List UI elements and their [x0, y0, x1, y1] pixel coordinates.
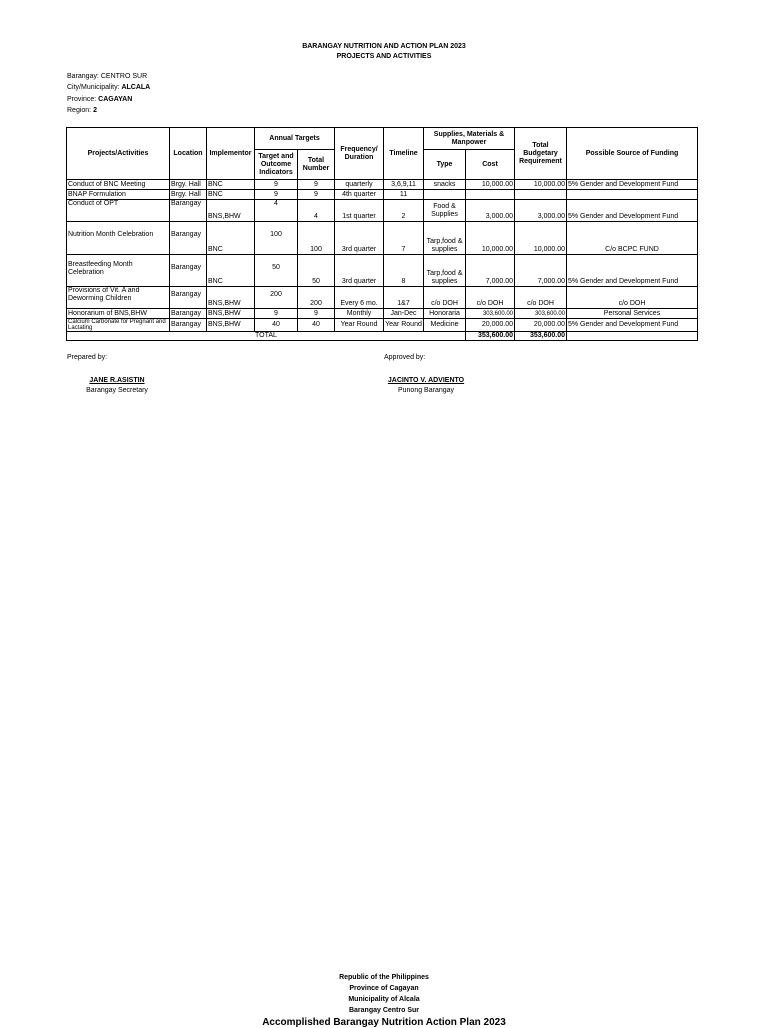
cell-cost: 303,600.00: [466, 309, 515, 319]
barangay-info: [67, 72, 147, 81]
cell-cost: 10,000.00: [466, 222, 515, 255]
cell-frequency: 3rd quarter: [335, 255, 384, 287]
cell-budget: 10,000.00: [515, 180, 567, 190]
cell-location: Brgy. Hall: [170, 190, 207, 200]
cell-target: 50: [255, 255, 298, 287]
cell-target: 9: [255, 309, 298, 319]
cell-timeline: 11: [384, 190, 424, 200]
cell-budget: 3,000.00: [515, 200, 567, 222]
table-row: [67, 180, 698, 190]
footer-province: Province of Cagayan: [349, 985, 419, 992]
prepared-by-label: Prepared by:: [67, 354, 108, 361]
cell-implementor: BNS,BHW: [207, 319, 255, 332]
approved-by-label: Approved by:: [384, 354, 426, 361]
cell-frequency: quarterly: [335, 180, 384, 190]
header-implementor: Implementor: [207, 128, 255, 180]
cell-type: Tarp,food & supplies: [424, 255, 466, 287]
table-row: [67, 287, 698, 309]
city-info: [67, 83, 150, 92]
cell-funding: C/o BCPC FUND: [567, 222, 698, 255]
cell-project: Honorarium of BNS,BHW: [67, 309, 170, 319]
document-subtitle: PROJECTS AND ACTIVITIES: [336, 53, 432, 60]
header-type: Type: [424, 150, 466, 180]
cell-type: c/o DOH: [424, 287, 466, 309]
header-projects: Projects/Activities: [67, 128, 170, 180]
cell-target: 4: [255, 200, 298, 222]
table-row: [67, 200, 698, 222]
cell-frequency: Every 6 mo.: [335, 287, 384, 309]
table-row: [67, 319, 698, 332]
header-target-indicators: Target and Outcome Indicators: [255, 150, 298, 180]
cell-implementor: BNC: [207, 190, 255, 200]
cell-target: 40: [255, 319, 298, 332]
cell-implementor: BNS,BHW: [207, 309, 255, 319]
approved-by-title: Punong Barangay: [397, 387, 455, 394]
cell-funding: c/o DOH: [567, 287, 698, 309]
total-label: TOTAL: [67, 332, 466, 341]
cell-implementor: BNC: [207, 222, 255, 255]
cell-frequency: Monthly: [335, 309, 384, 319]
cell-total: 9: [298, 180, 335, 190]
table-row: [67, 309, 698, 319]
city-value: ALCALA: [121, 84, 151, 91]
cell-cost: 3,000.00: [466, 200, 515, 222]
table-row: [67, 222, 698, 255]
cell-type: Tarp,food & supplies: [424, 222, 466, 255]
total-budget: 353,600.00: [515, 332, 567, 341]
cell-total: 100: [298, 222, 335, 255]
cell-project: Breastfeeding Month Celebration: [67, 255, 170, 287]
header-budget: Total Budgetary Requirement: [515, 128, 567, 180]
cell-project: Nutrition Month Celebration: [67, 222, 170, 255]
cell-location: Barangay: [170, 309, 207, 319]
approved-by-name: JACINTO V. ADVIENTO: [387, 377, 465, 384]
cell-cost: 7,000.00: [466, 255, 515, 287]
total-cost: 353,600.00: [466, 332, 515, 341]
total-row: [67, 332, 698, 341]
cell-frequency: 1st quarter: [335, 200, 384, 222]
header-annual-targets: Annual Targets: [255, 128, 335, 150]
cell-budget: 10,000.00: [515, 222, 567, 255]
cell-total: 40: [298, 319, 335, 332]
cell-location: Barangay: [170, 319, 207, 332]
total-funding-empty: [567, 332, 698, 341]
cell-timeline: Jan-Dec: [384, 309, 424, 319]
header-frequency: Frequency/ Duration: [335, 128, 384, 180]
cell-budget: 7,000.00: [515, 255, 567, 287]
cell-timeline: 2: [384, 200, 424, 222]
cell-total: 50: [298, 255, 335, 287]
cell-project: Provisions of Vit. A and Deworming Children: [67, 287, 170, 309]
footer-barangay: Barangay Centro Sur: [348, 1007, 420, 1014]
region-value: 2: [93, 107, 97, 114]
cell-total: 4: [298, 200, 335, 222]
cell-type: Medicine: [424, 319, 466, 332]
cell-funding: [567, 190, 698, 200]
header-location: Location: [170, 128, 207, 180]
cell-type: Honoraria: [424, 309, 466, 319]
cell-timeline: 7: [384, 222, 424, 255]
cell-location: Barangay: [170, 287, 207, 309]
cell-budget: [515, 190, 567, 200]
cell-timeline: 1&7: [384, 287, 424, 309]
cell-funding: Personal Services: [567, 309, 698, 319]
cell-location: Barangay: [170, 200, 207, 222]
footer-municipality: Municipality of Alcala: [348, 996, 420, 1003]
cell-budget: c/o DOH: [515, 287, 567, 309]
cell-funding: 5% Gender and Development Fund: [567, 255, 698, 287]
cell-funding: 5% Gender and Development Fund: [567, 200, 698, 222]
cell-project: Calcium Carbonate for Pregnant and Lactating: [67, 319, 170, 332]
cell-implementor: BNC: [207, 180, 255, 190]
cell-location: Barangay: [170, 222, 207, 255]
cell-project: Conduct of BNC Meeting: [67, 180, 170, 190]
cell-target: 9: [255, 190, 298, 200]
cell-target: 100: [255, 222, 298, 255]
cell-frequency: 4th quarter: [335, 190, 384, 200]
header-timeline: Timeline: [384, 128, 424, 180]
cell-budget: 20,000.00: [515, 319, 567, 332]
footer-republic: Republic of the Philippines: [339, 974, 429, 981]
cell-project: BNAP Formulation: [67, 190, 170, 200]
cell-timeline: Year Round: [384, 319, 424, 332]
cell-location: Barangay: [170, 255, 207, 287]
cell-cost: c/o DOH: [466, 287, 515, 309]
cell-target: 9: [255, 180, 298, 190]
cell-project: Conduct of OPT: [67, 200, 170, 222]
cell-implementor: BNC: [207, 255, 255, 287]
cell-cost: 10,000.00: [466, 180, 515, 190]
cell-location: Brgy. Hall: [170, 180, 207, 190]
table-row: [67, 190, 698, 200]
barangay-value: CENTRO SUR: [100, 73, 148, 80]
cell-implementor: BNS,BHW: [207, 287, 255, 309]
cell-type: Food & Supplies: [424, 200, 466, 222]
header-funding: Possible Source of Funding: [567, 128, 698, 180]
cell-cost: [466, 190, 515, 200]
cell-total: 9: [298, 309, 335, 319]
prepared-by-name: JANE R.ASISTIN: [89, 377, 145, 384]
cell-cost: 20,000.00: [466, 319, 515, 332]
region-info: [67, 106, 97, 115]
cell-target: 200: [255, 287, 298, 309]
cell-funding: 5% Gender and Development Fund: [567, 180, 698, 190]
prepared-by-title: Barangay Secretary: [86, 387, 148, 394]
province-label: Province:: [67, 96, 97, 103]
barangay-label: Barangay:: [67, 73, 99, 80]
header-cost: Cost: [466, 150, 515, 180]
cell-timeline: 3,6,9,11: [384, 180, 424, 190]
cell-total: 200: [298, 287, 335, 309]
document-title: BARANGAY NUTRITION AND ACTION PLAN 2023: [302, 43, 466, 50]
cell-frequency: 3rd quarter: [335, 222, 384, 255]
footer-accomplished-title: Accomplished Barangay Nutrition Action Plan 2023: [262, 1017, 506, 1028]
province-info: [67, 95, 132, 104]
table-row: [67, 255, 698, 287]
header-supplies: Supplies, Materials & Manpower: [424, 128, 515, 150]
cell-frequency: Year Round: [335, 319, 384, 332]
region-label: Region:: [67, 107, 92, 114]
plan-table: [66, 127, 698, 341]
cell-budget: 303,600.00: [515, 309, 567, 319]
cell-type: snacks: [424, 180, 466, 190]
cell-implementor: BNS,BHW: [207, 200, 255, 222]
header-total-number: Total Number: [298, 150, 335, 180]
province-value: CAGAYAN: [98, 96, 133, 103]
cell-timeline: 8: [384, 255, 424, 287]
city-label: City/Municipality:: [67, 84, 120, 91]
cell-funding: 5% Gender and Development Fund: [567, 319, 698, 332]
cell-type: [424, 190, 466, 200]
cell-total: 9: [298, 190, 335, 200]
